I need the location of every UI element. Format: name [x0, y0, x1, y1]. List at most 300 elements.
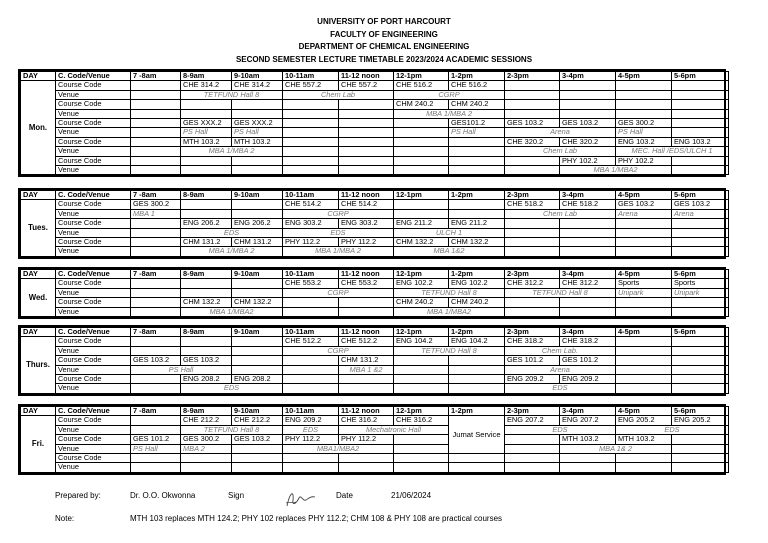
col-12-1: 12-1pm	[394, 328, 449, 337]
empty-cell	[232, 100, 283, 109]
empty-cell	[616, 228, 672, 237]
empty-cell	[283, 454, 339, 463]
col-4-5: 4-5pm	[616, 407, 672, 416]
table-cell: PHY 112.2	[283, 238, 339, 247]
venue-cell: EDS	[283, 425, 339, 434]
empty-cell	[560, 90, 616, 99]
empty-cell	[672, 346, 729, 355]
empty-cell	[339, 375, 394, 384]
table-cell: CHM 132.2	[181, 298, 232, 307]
empty-cell	[672, 228, 729, 237]
col-12-1: 12-1pm	[394, 72, 449, 81]
row-label: Venue	[56, 365, 131, 374]
empty-cell	[131, 279, 181, 288]
empty-cell	[131, 375, 181, 384]
empty-cell	[232, 365, 283, 374]
col-11-12: 11-12 noon	[339, 270, 394, 279]
col-1-2: 1-2pm	[449, 72, 505, 81]
empty-cell	[560, 454, 616, 463]
row-label: Venue	[56, 247, 131, 256]
empty-cell	[616, 463, 672, 472]
table-row	[21, 463, 729, 472]
empty-cell	[181, 463, 232, 472]
empty-cell	[181, 100, 232, 109]
col-12-1: 12-1pm	[394, 191, 449, 200]
empty-cell	[449, 454, 505, 463]
table-row	[21, 209, 729, 218]
col-9-10: 9-10am	[232, 270, 283, 279]
venue-cell: MBA 1/MBA 2	[181, 147, 283, 156]
table-row	[21, 219, 729, 228]
empty-cell	[560, 247, 616, 256]
col-10-11: 10-11am	[283, 270, 339, 279]
empty-cell	[672, 238, 729, 247]
table-cell: CHM 240.2	[449, 298, 505, 307]
table-row	[21, 425, 729, 434]
table-cell: GES 103.2	[181, 356, 232, 365]
header-row	[21, 72, 729, 81]
table-cell: CHM 132.2	[232, 298, 283, 307]
venue-cell: EDS	[283, 228, 394, 237]
empty-cell	[283, 384, 339, 393]
empty-cell	[181, 109, 232, 118]
col-8-9: 8-9am	[181, 328, 232, 337]
venue-cell: PS Hall	[232, 128, 283, 137]
table-cell: CHE 320.2	[505, 137, 560, 146]
empty-cell	[131, 128, 181, 137]
table-row	[21, 128, 729, 137]
col-2-3: 2-3pm	[505, 270, 560, 279]
col-10-11: 10-11am	[283, 191, 339, 200]
table-row	[21, 375, 729, 384]
col-5-6: 5-6pm	[672, 72, 729, 81]
empty-cell	[394, 209, 449, 218]
col-10-11: 10-11am	[283, 328, 339, 337]
row-label: Course Code	[56, 137, 131, 146]
friday-block	[18, 404, 726, 475]
empty-cell	[394, 435, 449, 444]
empty-cell	[560, 100, 616, 109]
empty-cell	[339, 147, 394, 156]
empty-cell	[339, 156, 394, 165]
table-row	[21, 435, 729, 444]
sign-label: Sign	[228, 491, 245, 500]
empty-cell	[394, 356, 449, 365]
table-cell: ENG 102.2	[394, 279, 449, 288]
empty-cell	[616, 356, 672, 365]
table-cell: CHE 553.2	[283, 279, 339, 288]
venue-cell: MBA1/MBA2	[283, 444, 394, 453]
empty-cell	[505, 219, 560, 228]
empty-cell	[232, 454, 283, 463]
tuesday-block	[18, 188, 726, 259]
empty-cell	[616, 365, 672, 374]
venue-cell: TETFUND Hall 8	[394, 288, 505, 297]
col-10-11: 10-11am	[283, 407, 339, 416]
empty-cell	[672, 119, 729, 128]
row-label: Course Code	[56, 298, 131, 307]
table-cell: CHE 512.2	[283, 337, 339, 346]
table-cell: PHY 102.2	[616, 156, 672, 165]
table-row	[21, 384, 729, 393]
table-row	[21, 365, 729, 374]
table-cell: ENG 206.2	[232, 219, 283, 228]
header-row	[21, 191, 729, 200]
venue-cell: CGRP	[283, 346, 394, 355]
empty-cell	[131, 100, 181, 109]
col-day: DAY	[21, 72, 56, 81]
table-cell: GES XXX.2	[232, 119, 283, 128]
empty-cell	[449, 356, 505, 365]
empty-cell	[131, 298, 181, 307]
empty-cell	[131, 247, 181, 256]
empty-cell	[181, 279, 232, 288]
table-cell: ENG 103.2	[616, 137, 672, 146]
row-label: Venue	[56, 444, 131, 453]
table-cell: CHE 318.2	[560, 337, 616, 346]
venue-cell: MBA 1/MBA2	[560, 166, 672, 175]
col-code-venue: C. Code/Venue	[56, 270, 131, 279]
venue-cell: CGRP	[394, 90, 505, 99]
venue-cell: MBA 1/MBA 2	[283, 247, 394, 256]
empty-cell	[181, 288, 232, 297]
venue-cell: TETFUND Hall 8	[505, 288, 616, 297]
empty-cell	[339, 137, 394, 146]
table-cell: CHM 240.2	[394, 100, 449, 109]
table-row	[21, 147, 729, 156]
venue-cell: Arena	[505, 365, 616, 374]
table-cell: CHE 518.2	[560, 200, 616, 209]
table-cell: GES 103.2	[232, 435, 283, 444]
col-8-9: 8-9am	[181, 191, 232, 200]
col-3-4: 3-4pm	[560, 407, 616, 416]
empty-cell	[672, 307, 729, 316]
empty-cell	[560, 219, 616, 228]
empty-cell	[672, 166, 729, 175]
col-day: DAY	[21, 328, 56, 337]
venue-cell: EDS	[181, 384, 283, 393]
table-cell: CHE 518.2	[505, 200, 560, 209]
venue-cell: Mechatronic Hall	[339, 425, 449, 434]
table-cell: CHE 553.2	[339, 279, 394, 288]
col-2-3: 2-3pm	[505, 328, 560, 337]
empty-cell	[232, 156, 283, 165]
empty-cell	[672, 337, 729, 346]
table-cell: ENG 205.2	[672, 416, 729, 425]
empty-cell	[283, 119, 339, 128]
university-name: UNIVERSITY OF PORT HARCOURT	[317, 17, 451, 26]
document-header	[0, 16, 768, 66]
col-11-12: 11-12 noon	[339, 72, 394, 81]
empty-cell	[560, 109, 616, 118]
empty-cell	[181, 346, 232, 355]
empty-cell	[672, 298, 729, 307]
monday-block	[18, 69, 726, 177]
venue-cell: PS Hall	[131, 365, 232, 374]
venue-cell: Arena	[672, 209, 729, 218]
empty-cell	[616, 454, 672, 463]
empty-cell	[616, 337, 672, 346]
day-label: Thurs.	[21, 337, 56, 393]
table-cell: CHM 131.2	[181, 238, 232, 247]
empty-cell	[283, 307, 339, 316]
empty-cell	[339, 454, 394, 463]
table-cell: CHM 131.2	[232, 238, 283, 247]
empty-cell	[283, 298, 339, 307]
row-label: Venue	[56, 90, 131, 99]
empty-cell	[672, 156, 729, 165]
venue-cell: MBA 2	[181, 444, 232, 453]
empty-cell	[449, 375, 505, 384]
date-value: 21/06/2024	[391, 491, 432, 500]
empty-cell	[616, 346, 672, 355]
empty-cell	[339, 119, 394, 128]
table-row	[21, 247, 729, 256]
row-label: Venue	[56, 463, 131, 472]
venue-cell: PS Hall	[181, 128, 232, 137]
row-label: Course Code	[56, 200, 131, 209]
friday-table	[20, 406, 729, 473]
empty-cell	[394, 375, 449, 384]
row-label: Course Code	[56, 100, 131, 109]
empty-cell	[616, 109, 672, 118]
row-label: Course Code	[56, 454, 131, 463]
empty-cell	[505, 238, 560, 247]
empty-cell	[394, 200, 449, 209]
col-11-12: 11-12 noon	[339, 191, 394, 200]
row-label: Venue	[56, 209, 131, 218]
empty-cell	[394, 444, 449, 453]
row-label: Venue	[56, 384, 131, 393]
table-cell: CHM 131.2	[339, 356, 394, 365]
date-label: Date	[336, 491, 353, 500]
empty-cell	[505, 444, 560, 453]
venue-cell: MBA 1/MBA2	[181, 307, 283, 316]
venue-cell: Unipark	[616, 288, 672, 297]
venue-cell: Unipark	[672, 288, 729, 297]
col-8-9: 8-9am	[181, 407, 232, 416]
col-3-4: 3-4pm	[560, 328, 616, 337]
empty-cell	[394, 454, 449, 463]
empty-cell	[616, 90, 672, 99]
table-row	[21, 298, 729, 307]
table-cell: GES 101.2	[560, 356, 616, 365]
table-cell: CHE 320.2	[560, 137, 616, 146]
table-row	[21, 156, 729, 165]
empty-cell	[449, 156, 505, 165]
table-cell: GES 300.2	[131, 200, 181, 209]
row-label: Course Code	[56, 337, 131, 346]
empty-cell	[394, 119, 449, 128]
monday-table	[20, 71, 729, 175]
empty-cell	[616, 307, 672, 316]
empty-cell	[672, 375, 729, 384]
row-label: Course Code	[56, 435, 131, 444]
table-cell: CHM 240.2	[449, 100, 505, 109]
table-row	[21, 444, 729, 453]
col-10-11: 10-11am	[283, 72, 339, 81]
empty-cell	[560, 298, 616, 307]
row-label: Venue	[56, 425, 131, 434]
empty-cell	[232, 279, 283, 288]
empty-cell	[232, 166, 283, 175]
empty-cell	[131, 156, 181, 165]
table-cell: CHE 516.2	[394, 81, 449, 90]
table-cell	[505, 81, 560, 90]
table-cell: GES 103.2	[560, 119, 616, 128]
empty-cell	[616, 384, 672, 393]
empty-cell	[131, 337, 181, 346]
table-cell: ENG 211.2	[449, 219, 505, 228]
table-cell: PHY 112.2	[339, 238, 394, 247]
prepared-by-label: Prepared by:	[55, 491, 101, 500]
venue-cell: MBA 1/MBA2	[394, 307, 505, 316]
col-1-2: 1-2pm	[449, 407, 505, 416]
empty-cell	[283, 375, 339, 384]
table-cell: GES101.2	[449, 119, 505, 128]
empty-cell	[131, 109, 181, 118]
table-cell: GES XXX.2	[181, 119, 232, 128]
table-cell: ENG 103.2	[672, 137, 729, 146]
empty-cell	[181, 454, 232, 463]
col-7-8: 7 -8am	[131, 328, 181, 337]
empty-cell	[394, 365, 449, 374]
empty-cell	[449, 200, 505, 209]
empty-cell	[394, 384, 449, 393]
table-cell: CHE 314.2	[181, 81, 232, 90]
empty-cell	[505, 247, 560, 256]
col-5-6: 5-6pm	[672, 407, 729, 416]
empty-cell	[339, 128, 394, 137]
empty-cell	[449, 166, 505, 175]
col-3-4: 3-4pm	[560, 191, 616, 200]
col-11-12: 11-12 noon	[339, 407, 394, 416]
empty-cell	[616, 238, 672, 247]
row-label: Course Code	[56, 356, 131, 365]
table-cell: MTH 103.2	[181, 137, 232, 146]
prepared-by-name: Dr. O.O. Okwonna	[130, 491, 196, 500]
venue-cell: Chem Lab	[505, 147, 616, 156]
col-day: DAY	[21, 191, 56, 200]
table-cell: ENG 102.2	[449, 279, 505, 288]
empty-cell	[131, 384, 181, 393]
col-4-5: 4-5pm	[616, 328, 672, 337]
venue-cell: CGRP	[283, 209, 394, 218]
empty-cell	[394, 156, 449, 165]
col-1-2: 1-2pm	[449, 270, 505, 279]
signature-icon	[284, 488, 318, 510]
table-cell: ENG 207.2	[505, 416, 560, 425]
empty-cell	[232, 337, 283, 346]
table-row	[21, 279, 729, 288]
empty-cell	[560, 228, 616, 237]
table-cell: GES 101.2	[505, 356, 560, 365]
empty-cell	[131, 147, 181, 156]
empty-cell	[505, 166, 560, 175]
table-cell: GES 101.2	[131, 435, 181, 444]
empty-cell	[505, 463, 560, 472]
empty-cell	[672, 356, 729, 365]
venue-cell: PS Hall	[449, 128, 505, 137]
empty-cell	[232, 444, 283, 453]
empty-cell	[131, 238, 181, 247]
table-row	[21, 119, 729, 128]
empty-cell	[232, 209, 283, 218]
empty-cell	[283, 100, 339, 109]
note-label: Note:	[55, 514, 75, 523]
table-cell: ENG 206.2	[181, 219, 232, 228]
empty-cell	[616, 298, 672, 307]
venue-cell: MEC. Hall /EDS/ULCH 1	[616, 147, 729, 156]
empty-cell	[131, 219, 181, 228]
row-label: Course Code	[56, 156, 131, 165]
empty-cell	[283, 147, 339, 156]
col-day: DAY	[21, 270, 56, 279]
table-cell: CHM 240.2	[394, 298, 449, 307]
venue-cell: EDS	[505, 425, 616, 434]
table-cell: CHE 557.2	[283, 81, 339, 90]
empty-cell	[339, 100, 394, 109]
col-7-8: 7 -8am	[131, 270, 181, 279]
empty-cell	[131, 90, 181, 99]
empty-cell	[394, 147, 449, 156]
row-label: Course Code	[56, 238, 131, 247]
table-cell: PHY 112.2	[339, 435, 394, 444]
venue-cell: TETFUND Hall 8	[181, 90, 283, 99]
empty-cell	[505, 454, 560, 463]
venue-cell: Chem Lab	[505, 209, 616, 218]
table-row	[21, 454, 729, 463]
note-text: MTH 103 replaces MTH 124.2; PHY 102 replaces PHY 112.2; CHM 108 & PHY 108 are practical courses	[130, 514, 503, 523]
venue-cell: Arena	[505, 128, 616, 137]
empty-cell	[672, 100, 729, 109]
col-9-10: 9-10am	[232, 72, 283, 81]
empty-cell	[131, 454, 181, 463]
empty-cell	[131, 416, 181, 425]
table-cell: Sports	[672, 279, 729, 288]
col-code-venue: C. Code/Venue	[56, 328, 131, 337]
col-5-6: 5-6pm	[672, 270, 729, 279]
table-row	[21, 109, 729, 118]
empty-cell	[672, 454, 729, 463]
thursday-block	[18, 325, 726, 396]
venue-cell: Arena	[616, 209, 672, 218]
col-2-3: 2-3pm	[505, 407, 560, 416]
tuesday-table	[20, 190, 729, 257]
col-12-1: 12-1pm	[394, 407, 449, 416]
empty-cell	[449, 384, 505, 393]
empty-cell	[131, 425, 181, 434]
table-cell: CHE 212.2	[181, 416, 232, 425]
table-cell: CHE 514.2	[339, 200, 394, 209]
empty-cell	[616, 375, 672, 384]
empty-cell	[181, 200, 232, 209]
header-row	[21, 270, 729, 279]
empty-cell	[505, 298, 560, 307]
empty-cell	[181, 209, 232, 218]
header-row	[21, 328, 729, 337]
empty-cell	[232, 288, 283, 297]
col-5-6: 5-6pm	[672, 328, 729, 337]
table-cell: ENG 303.2	[339, 219, 394, 228]
empty-cell	[449, 209, 505, 218]
day-label: Fri.	[21, 416, 56, 472]
row-label: Venue	[56, 288, 131, 297]
table-cell: GES 103.2	[616, 200, 672, 209]
empty-cell	[339, 109, 394, 118]
table-row	[21, 288, 729, 297]
table-row	[21, 238, 729, 247]
